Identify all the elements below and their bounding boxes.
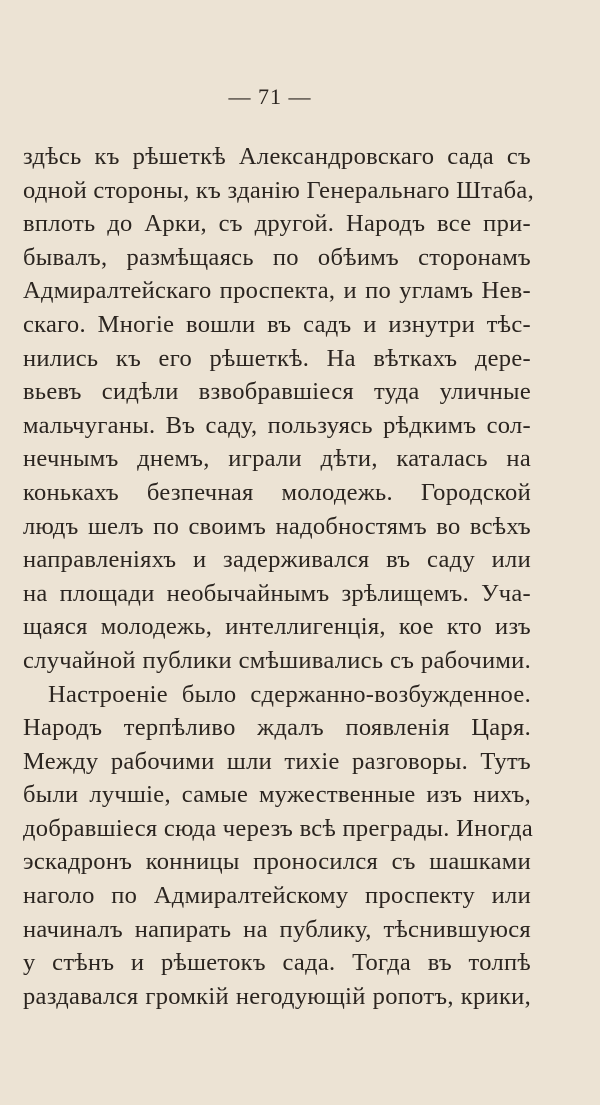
paragraph: [23, 140, 535, 678]
text-line: вплоть до Арки, съ другой. Народъ все при-: [23, 210, 531, 238]
text-line: нечнымъ днемъ, играли дѣти, каталась на: [23, 445, 531, 473]
text-line: одной стороны, къ зданію Генеральнаго Штаба,: [23, 176, 535, 204]
text-line: здѣсь къ рѣшеткѣ Александровскаго сада съ: [23, 143, 531, 170]
page-number: — 71 —: [228, 84, 312, 109]
text-line: Между рабочими шли тихіе разговоры. Тутъ: [23, 747, 531, 775]
text-body: [23, 140, 535, 1013]
text-line: начиналъ напирать на публику, тѣснившуюся: [23, 915, 531, 943]
text-line: добравшіеся сюда черезъ всѣ преграды. Иногда: [23, 814, 534, 842]
text-line: конькахъ безпечная молодежь. Городской: [23, 478, 531, 506]
paragraph: [23, 678, 534, 1014]
text-line: Адмиралтейскаго проспекта, и по угламъ Нев-: [23, 277, 531, 305]
text-line: раздавался громкій негодующій ропотъ, крики,: [23, 982, 531, 1010]
text-line: мальчуганы. Въ саду, пользуясь рѣдкимъ сол-: [23, 411, 531, 439]
text-line: бывалъ, размѣщаясь по обѣимъ сторонамъ: [23, 243, 531, 271]
text-line: на площади необычайнымъ зрѣлищемъ. Уча-: [23, 579, 531, 607]
text-line: людъ шелъ по своимъ надобностямъ во всѣхъ: [23, 512, 531, 540]
text-line: были лучшіе, самые мужественные изъ нихъ,: [23, 781, 531, 809]
text-line: эскадронъ конницы проносился съ шашками: [23, 848, 531, 876]
text-line: случайной публики смѣшивались съ рабочими.: [23, 646, 531, 674]
text-line: наголо по Адмиралтейскому проспекту или: [23, 882, 531, 910]
text-line: Народъ терпѣливо ждалъ появленія Царя.: [23, 714, 531, 742]
text-line: направленіяхъ и задерживался въ саду или: [23, 546, 531, 574]
text-line: Настроеніе было сдержанно-возбужденное.: [48, 680, 531, 708]
text-line: у стѣнъ и рѣшетокъ сада. Тогда въ толпѣ: [23, 949, 531, 977]
text-line: щаяся молодежь, интеллигенція, кое кто изъ: [23, 613, 531, 641]
text-line: нились къ его рѣшеткѣ. На вѣткахъ дере-: [23, 344, 531, 372]
text-line: скаго. Многіе вошли въ садъ и изнутри тѣс-: [23, 310, 531, 338]
text-line: вьевъ сидѣли взвобравшіеся туда уличные: [23, 378, 531, 406]
